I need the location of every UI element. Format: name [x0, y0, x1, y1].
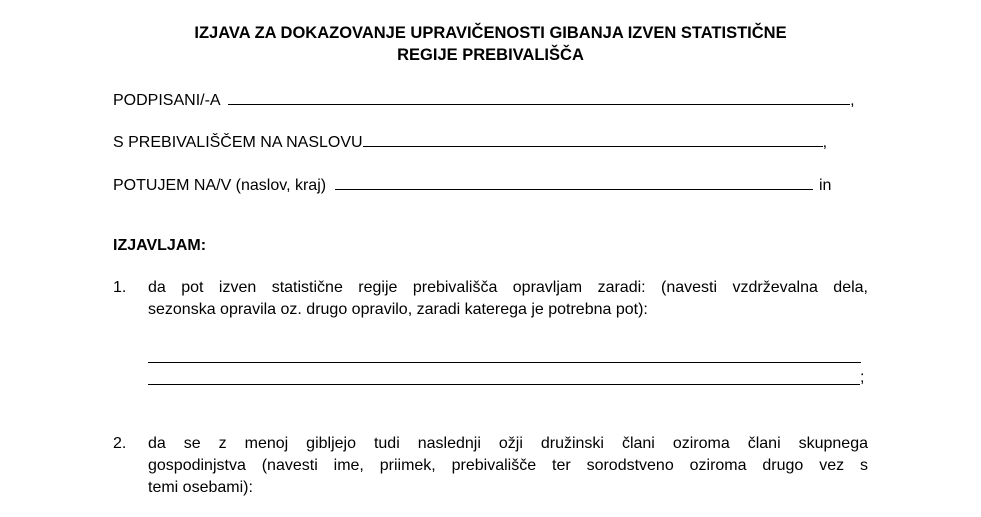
- travel-label: POTUJEM NA/V (naslov, kraj): [113, 177, 327, 194]
- signed-blank[interactable]: [228, 88, 850, 105]
- address-label: S PREBIVALIŠČEM NA NASLOVU: [113, 134, 363, 151]
- address-field: [113, 130, 827, 152]
- travel-suffix: in: [818, 177, 832, 194]
- signed-label: PODPISANI/-A: [113, 92, 220, 109]
- item-2-line-3: temi osebami):: [148, 479, 253, 496]
- item-1-end-mark: ;: [860, 369, 865, 386]
- travel-field: [113, 173, 831, 195]
- address-suffix: ,: [822, 134, 828, 151]
- item-2-number: 2.: [113, 435, 127, 452]
- item-1-blank-line-2[interactable]: [148, 384, 860, 385]
- document-title-line-2: REGIJE PREBIVALIŠČA: [397, 46, 584, 64]
- item-2-line-1: da se z menoj gibljejo tudi naslednji ožji družinski člani oziroma člani skupnega: [148, 435, 868, 452]
- item-1-line-1: da pot izven statistične regije prebivališča opravljam zaradi: (navesti vzdrževalna dela,: [148, 279, 868, 296]
- item-2-text: [148, 433, 868, 499]
- address-blank[interactable]: [363, 130, 823, 147]
- document-title-line-1: IZJAVA ZA DOKAZOVANJE UPRAVIČENOSTI GIBANJA IZVEN STATISTIČNE: [194, 24, 787, 42]
- declaration-heading: IZJAVLJAM:: [113, 237, 207, 254]
- item-1-text: [148, 277, 868, 321]
- item-1-blank-line-1[interactable]: [148, 362, 861, 363]
- item-1-number: 1.: [113, 279, 127, 296]
- item-2-line-2: gospodinjstva (navesti ime, priimek, prebivališče ter sorodstveno oziroma drugo vez s: [148, 457, 868, 474]
- item-1-line-2: sezonska opravila oz. drugo opravilo, zaradi katerega je potrebna pot):: [148, 301, 648, 318]
- travel-blank[interactable]: [335, 173, 813, 190]
- signed-suffix: ,: [850, 92, 855, 109]
- signed-field: [113, 88, 855, 110]
